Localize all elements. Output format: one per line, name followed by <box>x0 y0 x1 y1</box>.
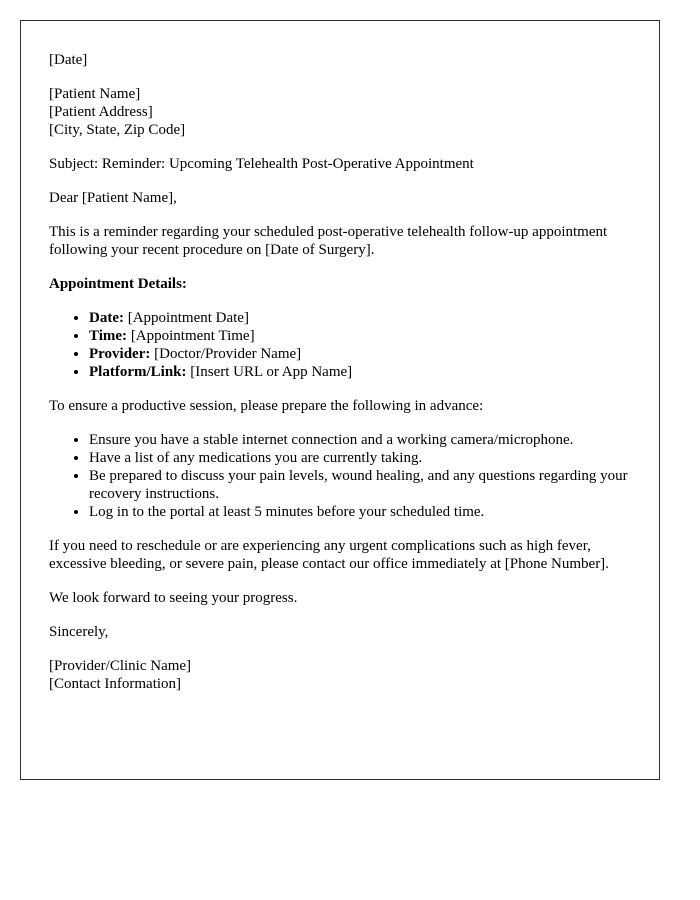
recipient-name: [Patient Name] <box>49 86 141 102</box>
letter-greeting: Dear [Patient Name], <box>49 190 177 206</box>
prepare-item: • Have a list of any medications you are currently taking. <box>89 449 631 467</box>
details-label: Provider: <box>89 346 151 362</box>
letter-intro: This is a reminder regarding your scheduled post-operative telehealth follow-up appointment following your recent procedure on [Date of Surgery]. <box>49 224 608 258</box>
closing-line: We look forward to seeing your progress. <box>49 590 298 606</box>
details-value: [Appointment Date] <box>123 310 249 326</box>
prepare-item: • Log in to the portal at least 5 minutes before your scheduled time. <box>89 503 631 521</box>
details-item-provider <box>89 345 631 363</box>
prepare-intro: To ensure a productive session, please prepare the following in advance: <box>49 398 484 414</box>
sender-contact: [Contact Information] <box>49 676 182 692</box>
prepare-item: • Ensure you have a stable internet connection and a working camera/microphone. <box>89 431 631 449</box>
details-label: Date: <box>89 310 124 326</box>
sender-name: [Provider/Clinic Name] <box>49 658 192 674</box>
details-heading: Appointment Details: <box>49 276 187 292</box>
details-label: Time: <box>89 328 128 344</box>
contact-paragraph: If you need to reschedule or are experiencing any urgent complications such as high fever, excessive bleeding, or severe pain, please contact our office immediately at [Phone Number]. <box>49 538 609 572</box>
recipient-block <box>49 85 631 139</box>
prepare-list <box>49 431 631 521</box>
details-value: [Appointment Time] <box>127 328 255 344</box>
details-value: [Insert URL or App Name] <box>186 364 353 380</box>
prepare-item: • Be prepared to discuss your pain levels, wound healing, and any questions regarding your recovery instructions. <box>89 467 631 503</box>
details-list <box>49 309 631 381</box>
details-label: Platform/Link: <box>89 364 187 380</box>
details-item-date <box>89 309 631 327</box>
signoff: Sincerely, <box>49 624 109 640</box>
letter-document <box>20 20 660 780</box>
details-value: [Doctor/Provider Name] <box>150 346 302 362</box>
details-item-platform <box>89 363 631 381</box>
letter-date: [Date] <box>49 52 88 68</box>
recipient-city-state-zip: [City, State, Zip Code] <box>49 122 186 138</box>
sender-block <box>49 657 631 693</box>
letter-subject: Subject: Reminder: Upcoming Telehealth Post-Operative Appointment <box>49 156 474 172</box>
details-item-time <box>89 327 631 345</box>
recipient-address: [Patient Address] <box>49 104 153 120</box>
